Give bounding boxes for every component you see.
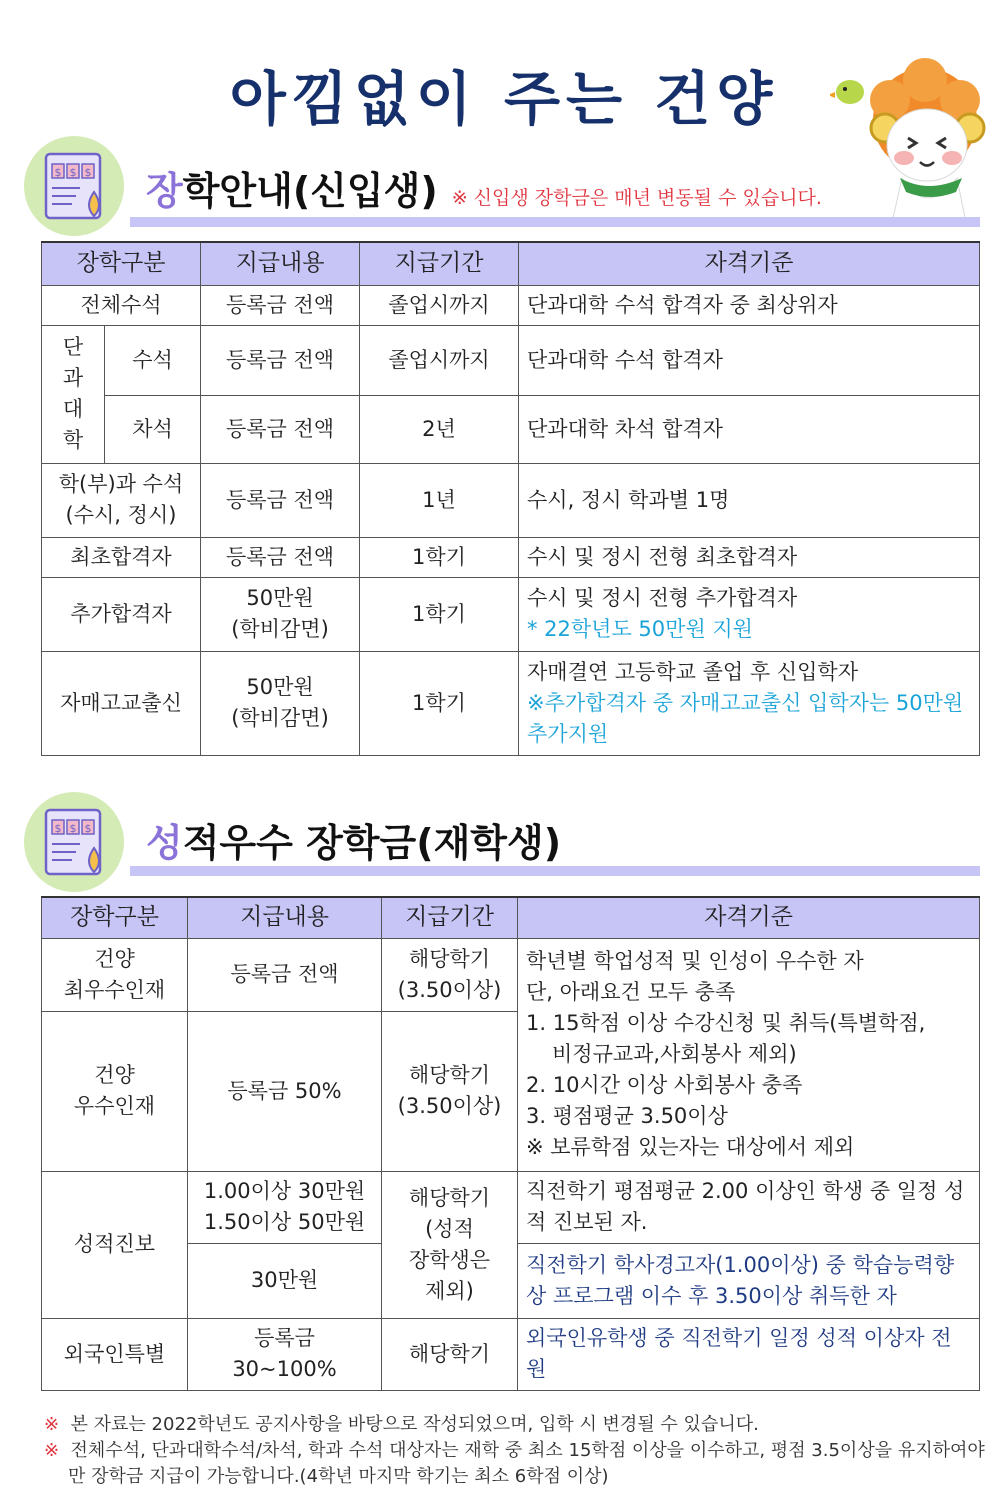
footnote: ※ 전체수석, 단과대학수석/차석, 학과 수석 대상자는 재학 중 최소 15학점 이상을 이수하고, 평점 3.5이상을 유지하여야만 장학금 지급이 가능합니다.(4학년 마지막 학기는 최소 6학점 이상) xyxy=(44,1440,985,1487)
table-row: 30만원 직전학기 학사경고자(1.00이상) 중 학습능력향상 프로그램 이수 후 3.50이상 취득한 자 xyxy=(42,1243,980,1318)
section1-title: 장학안내(신입생) ※ 신입생 장학금은 매년 변동될 수 있습니다. xyxy=(146,169,822,213)
svg-text:$: $ xyxy=(54,822,62,835)
section1-divider xyxy=(130,217,980,227)
sheep-mascot-icon xyxy=(830,50,1005,220)
table-row: 학(부)과 수석 (수시, 정시) 등록금 전액 1년 수시, 정시 학과별 1명 xyxy=(42,463,980,537)
table-row: 차석 등록금 전액 2년 단과대학 차석 합격자 xyxy=(42,395,980,463)
table-row: 건양 우수인재 등록금 50% 해당학기 (3.50이상) xyxy=(42,1011,980,1171)
header-criteria: 자격기준 xyxy=(518,897,980,938)
header-category: 장학구분 xyxy=(42,242,201,285)
table-row: 추가합격자 50만원 (학비감면) 1학기 수시 및 정시 전형 추가합격자 * 22학년도 50만원 지원 xyxy=(42,577,980,651)
table-row: 성적진보 1.00이상 30만원 1.50이상 50만원 해당학기 (성적 장학생은 제외) 직전학기 평점평균 2.00 이상인 학생 중 일정 성적 진보된 자. xyxy=(42,1171,980,1243)
table-row: 외국인특별 등록금 30~100% 해당학기 외국인유학생 중 직전학기 일정 성적 이상자 전원 xyxy=(42,1318,980,1390)
table-row: 자매고교출신 50만원 (학비감면) 1학기 자매결연 고등학교 졸업 후 신입학자 ※추가합격자 중 자매고교출신 입학자는 50만원 추가지원 xyxy=(42,651,980,755)
scholarship-document-icon xyxy=(22,790,126,894)
svg-text:$: $ xyxy=(84,166,92,179)
shared-criteria-cell: 학년별 학업성적 및 인성이 우수한 자 단, 아래요건 모두 충족 1. 15학점 이상 수강신청 및 취득(특별학점, 비정규교과,사회봉사 제외) 2. 10시간 이상 사회봉사 충족 3. 평점평균 3.50이상 ※ 보류학점 있는자는 대상에서 제외 xyxy=(518,938,980,1171)
table-row: 단 과 대 학 수석 등록금 전액 졸업시까지 단과대학 수석 합격자 xyxy=(42,325,980,395)
header-payment: 지급내용 xyxy=(188,897,382,938)
section2-title: 성적우수 장학금(재학생) xyxy=(146,821,562,865)
header-criteria: 자격기준 xyxy=(519,242,980,285)
freshman-scholarship-table xyxy=(41,241,980,756)
scholarship-document-icon xyxy=(22,134,126,238)
section2-divider xyxy=(130,866,980,876)
footnotes xyxy=(44,1412,994,1490)
svg-text:$: $ xyxy=(69,822,77,835)
college-group-label: 단 과 대 학 xyxy=(42,325,105,463)
svg-text:$: $ xyxy=(54,166,62,179)
student-scholarship-table xyxy=(41,896,980,1391)
header-period: 지급기간 xyxy=(360,242,519,285)
table-row: 전체수석 등록금 전액 졸업시까지 단과대학 수석 합격자 중 최상위자 xyxy=(42,285,980,325)
header-category: 장학구분 xyxy=(42,897,188,938)
svg-text:$: $ xyxy=(84,822,92,835)
footnote: ※ 본 자료는 2022학년도 공지사항을 바탕으로 작성되었으며, 입학 시 변경될 수 있습니다. xyxy=(44,1414,759,1435)
section1-note: ※ 신입생 장학금은 매년 변동될 수 있습니다. xyxy=(451,187,822,209)
header-period: 지급기간 xyxy=(382,897,518,938)
table-row: 최초합격자 등록금 전액 1학기 수시 및 정시 전형 최초합격자 xyxy=(42,537,980,577)
header-payment: 지급내용 xyxy=(201,242,360,285)
table-row: 건양 최우수인재 등록금 전액 해당학기 (3.50이상) 학년별 학업성적 및 인성이 우수한 자 단, 아래요건 모두 충족 1. 15학점 이상 수강신청 및 취득(특별학점, 비정규교과,사회봉사 제외) 2. 10시간 이상 사회봉사 충족 3. 평점평균 3.50이상 ※ 보류학점 있는자는 대상에서 제외 xyxy=(42,938,980,1011)
page-title: 아낌없이 주는 건양 xyxy=(229,65,779,133)
svg-text:$: $ xyxy=(69,166,77,179)
